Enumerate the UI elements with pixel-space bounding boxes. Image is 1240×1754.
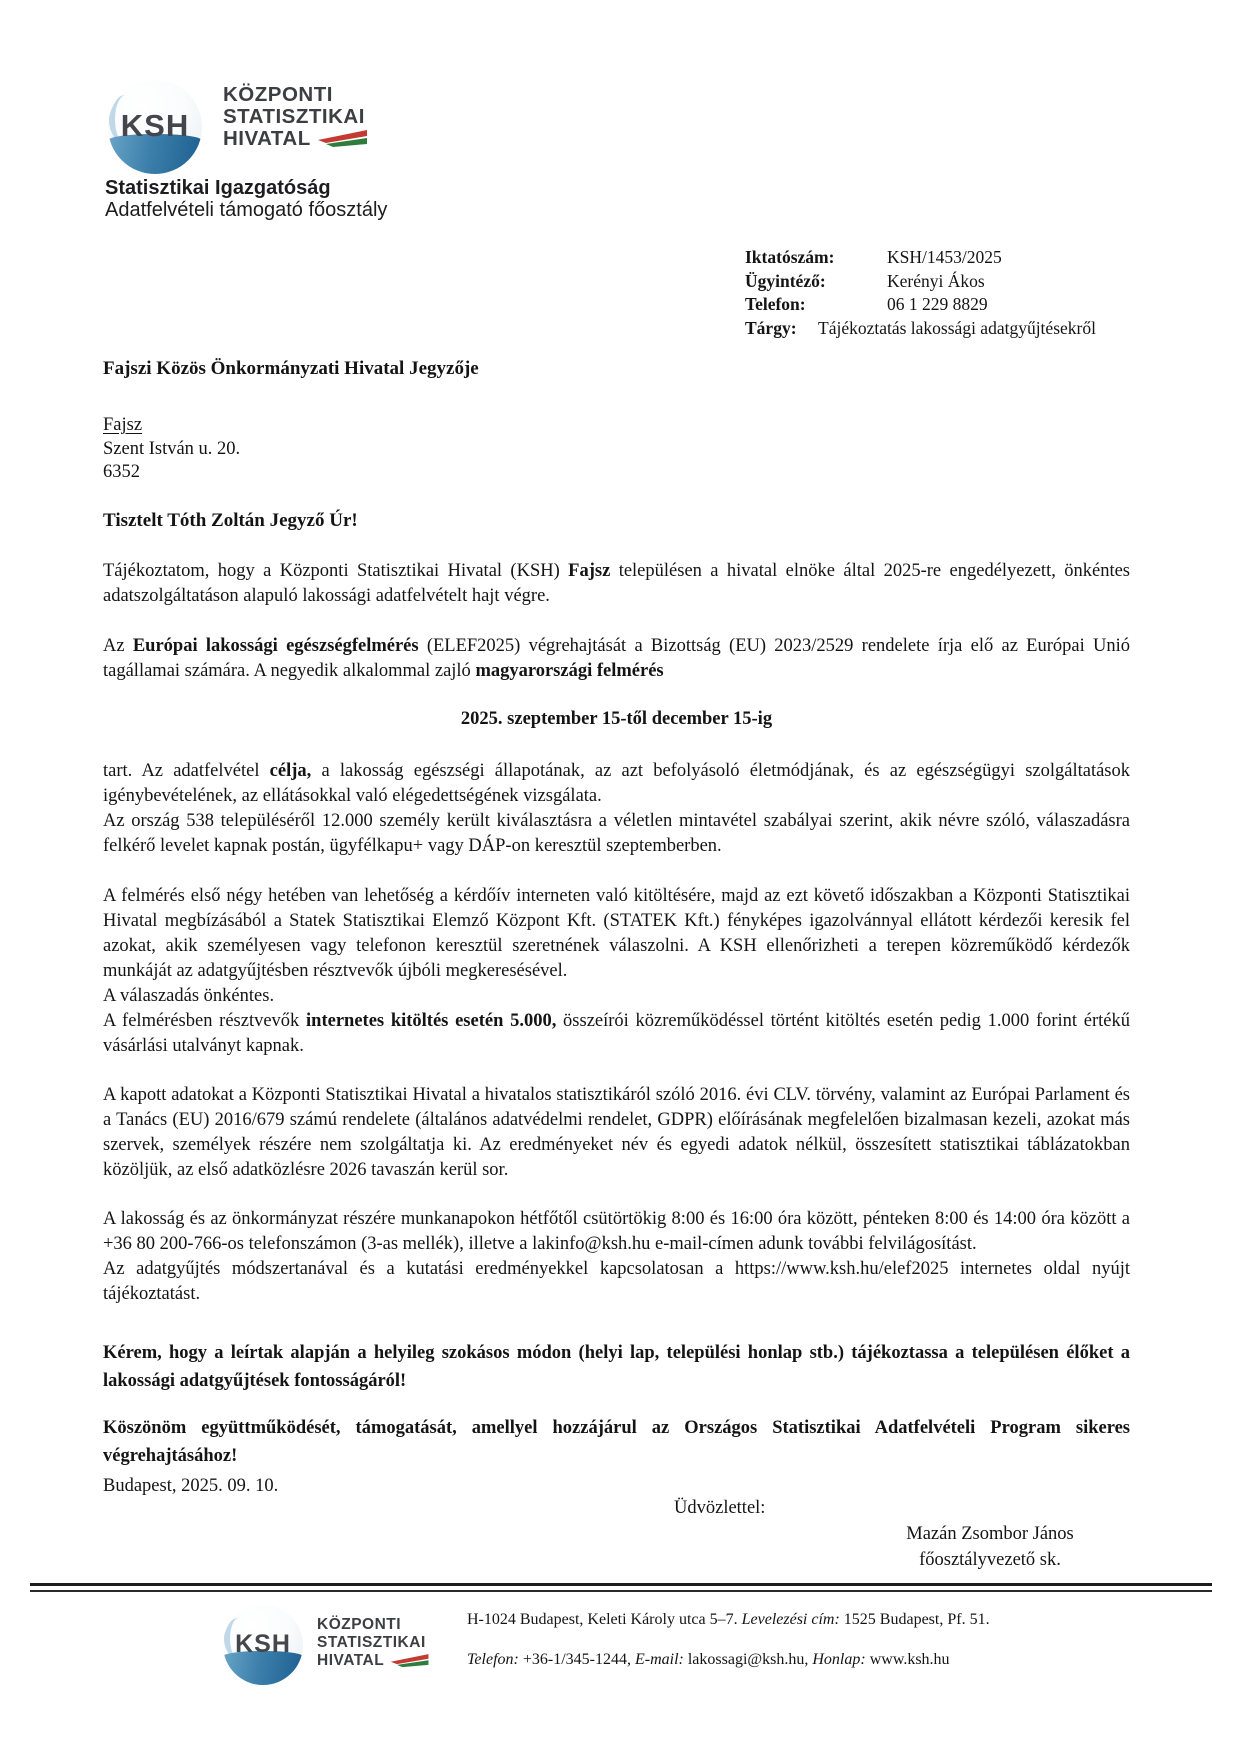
body-paragraph-7: Kérem, hogy a leírtak alapján a helyileg szokásos módon (helyi lap, települési honlap stb.) tájékoztassa a településen élőket a lakossági adatgyűjtések fontosságáról! — [103, 1343, 1130, 1391]
ksh-logo — [108, 80, 202, 174]
body-paragraph-2: Az Európai lakossági egészségfelmérés (ELEF2025) végrehajtását a Bizottság (EU) 2023/2529 rendelete írja elő az Európai Unió tagállamai számára. A negyedik alkalommal zajló magyarországi felmérés — [103, 636, 1130, 681]
reference-metadata — [745, 246, 1096, 340]
body-paragraph-1: Tájékoztatom, hogy a Központi Statisztikai Hivatal (KSH) Fajsz településen a hivatal elnöke által 2025-re engedélyezett, önkéntes adatszolgáltatáson alapuló lakossági adatfelvételt hajt végre. — [103, 561, 1130, 606]
department-name: Adatfelvételi támogató főosztály — [105, 199, 388, 221]
footer-ksh-wordmark — [317, 1616, 430, 1670]
meta-value: Kerényi Ákos — [887, 270, 985, 291]
recipient-address — [103, 414, 240, 485]
footer-ksh-logo-acronym: KSH — [235, 1629, 291, 1658]
meta-label: Iktatószám: — [745, 247, 835, 267]
wordmark-line-1: KÖZPONTI — [223, 83, 333, 106]
ksh-logo-acronym: KSH — [120, 108, 190, 144]
directorate-name: Statisztikai Igazgatóság — [105, 177, 331, 199]
signer-title: főosztályvezető sk. — [919, 1550, 1061, 1570]
survey-period-line: 2025. szeptember 15-től december 15-ig — [460, 709, 773, 729]
hungarian-flag-arrow-icon — [390, 1654, 430, 1668]
meta-label: Telefon: — [745, 294, 806, 314]
meta-row-iktatoszam — [745, 246, 1096, 270]
wordmark-line-2: STATISZTIKAI — [223, 105, 365, 128]
footer-separator-rule — [30, 1583, 1212, 1592]
meta-row-ugyintezo — [745, 270, 1096, 294]
meta-value: KSH/1453/2025 — [887, 247, 1002, 267]
wordmark-line-3: HIVATAL — [223, 127, 311, 150]
meta-row-telefon — [745, 293, 1096, 317]
meta-value: 06 1 229 8829 — [887, 294, 988, 314]
footer-contact-line: Telefon: +36-1/345-1244, E-mail: lakossagi@ksh.hu, Honlap: www.ksh.hu — [467, 1651, 950, 1668]
footer-wordmark-line-3: HIVATAL — [317, 1652, 385, 1669]
signature-block — [858, 1521, 1122, 1573]
recipient-city: Fajsz — [103, 415, 143, 435]
closing-regards: Üdvözlettel: — [674, 1498, 766, 1518]
meta-value: Tájékoztatás lakossági adatgyűjtésekről — [818, 317, 1096, 338]
date-line: Budapest, 2025. 09. 10. — [103, 1476, 279, 1496]
body-paragraph-6: A lakosság és az önkormányzat részére munkanapokon hétfőtől csütörtökig 8:00 és 16:00 óra között, pénteken 8:00 és 14:00 óra között a +36 80 200-766-os telefonszámon (3-as mellék), illetve a lakinfo@ksh.hu e-mail-címen adunk további felvilágosítást. Az adatgyűjtés módszertanával és a kutatási eredményekkel kapcsolatosan a https://www.ksh.hu/elef2025 internetes oldal nyújt tájékoztatást. — [103, 1209, 1130, 1304]
footer-wordmark-line-1: KÖZPONTI — [317, 1616, 402, 1633]
body-paragraph-5: A kapott adatokat a Központi Statisztikai Hivatal a hivatalos statisztikáról szóló 2016. évi CLV. törvény, valamint az Európai Parlament és a Tanács (EU) 2016/679 számú rendelete (általános adatvédelmi rendelet, GDPR) előírásának megfelelően bizalmasan kezeli, azokat más szervek, személyek részére nem szolgáltatja ki. Az eredményeket név és egyedi adatok nélkül, összesített statisztikai táblázatokban közöljük, az első adatközlésre 2026 tavaszán kerül sor. — [103, 1085, 1130, 1180]
department-block — [105, 177, 387, 221]
footer-address-line: H-1024 Budapest, Keleti Károly utca 5–7. Levelezési cím: 1525 Budapest, Pf. 51. — [467, 1611, 990, 1628]
footer-wordmark-line-2: STATISZTIKAI — [317, 1634, 426, 1651]
ksh-wordmark — [223, 84, 369, 150]
signer-name: Mazán Zsombor János — [906, 1524, 1074, 1544]
meta-label: Ügyintéző: — [745, 270, 826, 291]
footer-ksh-logo — [223, 1605, 303, 1685]
hungarian-flag-arrow-icon — [317, 130, 369, 148]
recipient-street: Szent István u. 20. — [103, 438, 241, 459]
salutation: Tisztelt Tóth Zoltán Jegyző Úr! — [103, 510, 358, 531]
meta-row-targy — [745, 317, 1096, 341]
meta-label: Tárgy: — [745, 317, 797, 338]
body-paragraph-8: Köszönöm együttműködését, támogatását, amellyel hozzájárul az Országos Statisztikai Adatfelvételi Program sikeres végrehajtásához! — [103, 1418, 1130, 1466]
recipient-postal-code: 6352 — [103, 462, 140, 482]
body-paragraph-4: A felmérés első négy hetében van lehetőség a kérdőív interneten való kitöltésére, majd az ezt követő időszakban a Központi Statisztikai Hivatal megbízásából a Statek Statisztikai Elemző Központ Kft. (STATEK Kft.) fényképes igazolvánnyal ellátott kérdezői keresik fel azokat, akik személyesen vagy telefonon keresztül szeretnének válaszolni. A KSH ellenőrizheti a terepen közreműködő kérdezők munkáját az adatgyűjtésben résztvevők újbóli megkeresésével. A válaszadás önkéntes. A felmérésben résztvevők internetes kitöltés esetén 5.000, összeírói közreműködéssel történt kitöltés esetén pedig 1.000 forint értékű vásárlási utalványt kapnak. — [103, 886, 1130, 1056]
body-paragraph-3: tart. Az adatfelvétel célja, a lakosság egészségi állapotának, az azt befolyásoló életmódjának, és az egészségügyi szolgáltatások igénybevételének, az ellátásokkal való elégedettségének vizsgálata. Az ország 538 településéről 12.000 személy került kiválasztásra a véletlen mintavétel szabályai szerint, akik névre szóló, válaszadásra felkérő levelet kapnak postán, ügyfélkapu+ vagy DÁP-on keresztül szeptemberben. — [103, 761, 1130, 856]
recipient-title: Fajszi Közös Önkormányzati Hivatal Jegyzője — [103, 358, 479, 379]
